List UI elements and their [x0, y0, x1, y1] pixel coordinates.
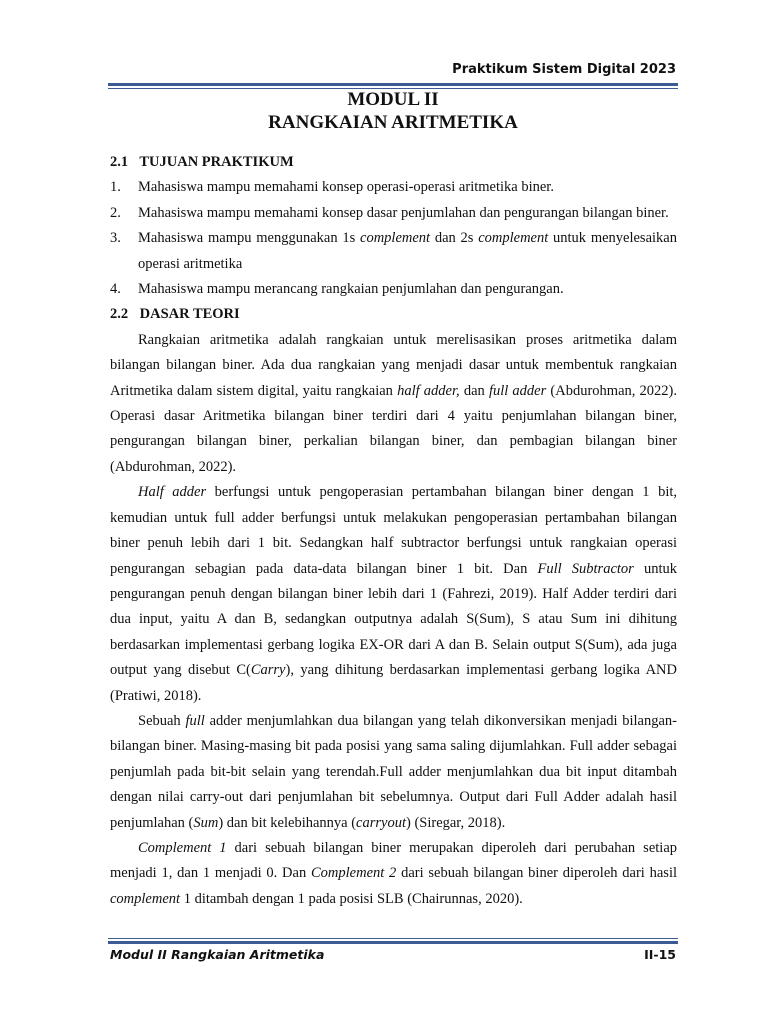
italic-term: Full Subtractor [537, 560, 634, 577]
italic-term: full adder [488, 382, 547, 399]
list-item [110, 201, 677, 226]
italic-term: complement [110, 890, 181, 907]
list-item-text: Mahasiswa mampu memahami konsep operasi-operasi aritmetika biner. [138, 179, 554, 196]
section-heading-objectives [110, 150, 677, 175]
list-item-number: 3. [110, 230, 121, 247]
italic-term: full [185, 712, 205, 729]
italic-term: Sum [193, 814, 219, 831]
italic-term: Complement 2 [310, 865, 397, 882]
italic-term: complement [360, 230, 431, 247]
page-footer [110, 947, 676, 962]
italic-term: Complement 1 [138, 839, 227, 856]
text-run: dari sebuah bilangan biner merupakan diperoleh dari perubahan setiap menjadi 1, dan 1 menjadi 0. Dan [110, 839, 677, 882]
module-subtitle: RANGKAIAN ARITMETIKA [268, 112, 518, 133]
footer-rule-thin [108, 938, 678, 939]
list-item-number: 4. [110, 281, 121, 298]
italic-term: half adder, [397, 382, 460, 399]
paragraph [110, 480, 677, 709]
italic-term: carryout [356, 814, 406, 831]
footer-rule [108, 938, 678, 944]
header-rule-thick [108, 83, 678, 86]
paragraph [110, 328, 677, 480]
list-item-number: 2. [110, 204, 121, 221]
module-title: MODUL II [347, 89, 439, 110]
list-item [110, 226, 677, 277]
text-run: (Abdurohman, 2022). Operasi dasar Aritmetika bilangan biner terdiri dari 4 yaitu penjumlahan bilangan biner, pengurangan bilangan biner, perkalian bilangan biner, dan pembagian bilangan biner (Abdurohman, 2022). [110, 382, 678, 475]
italic-term: Half adder [138, 484, 207, 501]
text-run: dan 2s [430, 230, 479, 247]
list-item-number: 1. [110, 179, 121, 196]
running-header: Praktikum Sistem Digital 2023 [452, 62, 676, 77]
footer-module-title: Modul II Rangkaian Aritmetika [110, 947, 325, 962]
list-item [110, 277, 677, 302]
text-run: dari sebuah bilangan biner diperoleh dari hasil [396, 865, 677, 882]
text-run: berfungsi untuk pengoperasian pertambahan bilangan biner dengan 1 bit, kemudian untuk full adder berfungsi untuk melakukan pengoperasian pertambahan bilangan biner penuh lebih dari 1 bit. Sedangkan half subtractor berfungsi untuk rangkaian operasi pengurangan sebagian pada data-data bilangan biner 1 bit. Dan [110, 484, 677, 577]
text-run: untuk pengurangan penuh dengan bilangan biner lebih dari 1 (Fahrezi, 2019). Half Adder terdiri dari dua input, yaitu A dan B, sedangkan outputnya adalah S(Sum), S atau Sum ini dihitung berdasarkan implementasi gerbang logika EX-OR dari A dan B. Selain output S(Sum), ada juga output yang disebut C( [110, 560, 677, 679]
text-run: 1 ditambah dengan 1 pada posisi SLB (Chairunnas, 2020). [180, 890, 523, 907]
page-number: II-15 [644, 947, 676, 962]
text-run: Sebuah [138, 712, 186, 729]
paragraph [110, 709, 677, 836]
italic-term: Carry [250, 662, 286, 679]
section-title: TUJUAN PRAKTIKUM [139, 154, 294, 170]
text-run: adder menjumlahkan dua bilangan yang telah dikonversikan menjadi bilangan- bilangan biner. Masing-masing bit pada posisi yang sama saling dijumlahkan. Full adder sebagai penjumlah pada bit-bit selain yang terendah.Full adder menjumlahkan dua bit input ditambah dengan nilai carry-out dari penjumlahan bit sebelumnya. Output dari Full Adder adalah hasil penjumlahan ( [110, 712, 678, 831]
section-number: 2.2 [110, 306, 129, 323]
paragraph [110, 836, 677, 912]
text-run: ), yang dihitung berdasarkan implementasi gerbang logika AND (Pratiwi, 2018). [110, 662, 677, 704]
list-item-text [138, 226, 677, 277]
text-run: dan [459, 382, 489, 399]
italic-term: complement [478, 230, 549, 247]
text-run: Mahasiswa mampu menggunakan 1s [138, 230, 361, 247]
list-item-text: Mahasiswa mampu merancang rangkaian penjumlahan dan pengurangan. [138, 281, 564, 298]
list-item [110, 175, 677, 200]
text-run: ) dan bit kelebihannya ( [218, 814, 357, 831]
section-heading-theory [110, 302, 677, 327]
list-item-text: Mahasiswa mampu memahami konsep dasar penjumlahan dan pengurangan bilangan biner. [138, 204, 669, 221]
body-content [110, 150, 677, 912]
section-title: DASAR TEORI [139, 306, 240, 323]
section-number: 2.1 [110, 154, 129, 170]
text-run: Rangkaian aritmetika adalah rangkaian untuk merelisasikan proses aritmetika dalam bilangan bilangan biner. Ada dua rangkaian yang menjadi dasar untuk membentuk rangkaian Aritmetika dalam sistem digital, yaitu rangkaian [110, 331, 677, 399]
objectives-list [110, 175, 677, 302]
text-run: untuk menyelesaikan operasi aritmetika [138, 230, 677, 272]
footer-rule-thick [108, 941, 678, 944]
text-run: ) (Siregar, 2018). [405, 814, 506, 831]
